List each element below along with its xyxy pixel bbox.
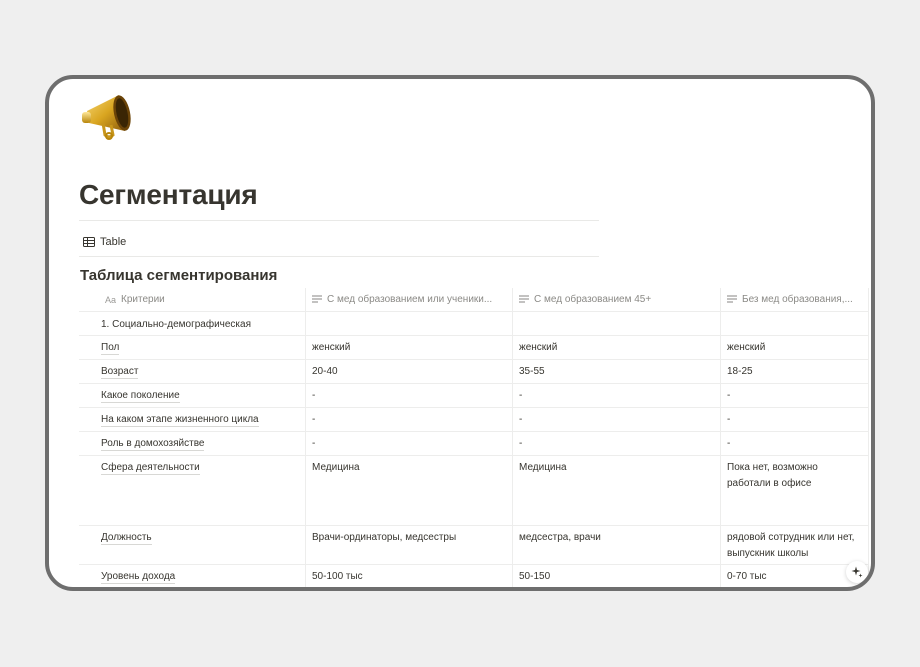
table-cell[interactable]: 35-55 bbox=[513, 360, 721, 383]
table-cell[interactable]: женский bbox=[513, 336, 721, 359]
table-cell[interactable]: рядовой сотрудник или нет, выпускник школы bbox=[721, 526, 869, 564]
table-cell[interactable]: Медицина bbox=[513, 456, 721, 525]
table-cell[interactable]: 0-70 тыс bbox=[721, 565, 869, 588]
database-title[interactable]: Таблица сегментирования bbox=[80, 267, 278, 284]
table-cell[interactable]: - bbox=[721, 408, 869, 431]
app-window bbox=[45, 75, 875, 591]
table-row bbox=[79, 432, 869, 456]
table-cell[interactable] bbox=[721, 312, 869, 335]
table-cell[interactable]: - bbox=[721, 432, 869, 455]
column-header-3[interactable]: Без мед образования,... bbox=[721, 288, 869, 311]
text-property-icon bbox=[312, 295, 322, 304]
table-cell-title[interactable]: Уровень дохода bbox=[79, 565, 306, 588]
table-cell-title[interactable]: Должность bbox=[79, 526, 306, 564]
table-cell[interactable]: Пока нет, возможно работали в офисе bbox=[721, 456, 869, 525]
column-header-2[interactable]: С мед образованием 45+ bbox=[513, 288, 721, 311]
divider bbox=[79, 256, 599, 257]
title-property-icon: Aa bbox=[105, 294, 117, 305]
page-title[interactable]: Сегментация bbox=[79, 179, 258, 210]
table-cell[interactable]: женский bbox=[721, 336, 869, 359]
table-cell[interactable]: Врачи-ординаторы, медсестры bbox=[306, 526, 513, 564]
table-cell[interactable] bbox=[513, 312, 721, 335]
table-cell-title[interactable]: Какое поколение bbox=[79, 384, 306, 407]
table-cell[interactable]: Медицина bbox=[306, 456, 513, 525]
column-header-1[interactable]: С мед образованием или ученики... bbox=[306, 288, 513, 311]
view-tab-table[interactable] bbox=[83, 236, 126, 248]
text-property-icon bbox=[727, 295, 737, 304]
database-table bbox=[79, 288, 869, 589]
table-cell-title[interactable]: Пол bbox=[79, 336, 306, 359]
table-row bbox=[79, 526, 869, 565]
view-tab-label: Table bbox=[100, 236, 127, 248]
table-icon bbox=[83, 236, 95, 248]
table-row bbox=[79, 336, 869, 360]
table-cell[interactable]: - bbox=[306, 408, 513, 431]
table-cell-title[interactable]: 1. Социально-демографическая bbox=[79, 312, 306, 335]
column-header-criteria[interactable]: Aa Критерии bbox=[79, 288, 306, 311]
sparkle-icon bbox=[851, 566, 863, 578]
table-row bbox=[79, 384, 869, 408]
table-cell-title[interactable]: Сфера деятельности bbox=[79, 456, 306, 525]
table-cell[interactable]: - bbox=[513, 408, 721, 431]
table-cell-title[interactable]: На каком этапе жизненного цикла bbox=[79, 408, 306, 431]
ai-assistant-button[interactable] bbox=[846, 561, 868, 583]
table-cell[interactable]: - bbox=[513, 432, 721, 455]
table-cell[interactable]: женский bbox=[306, 336, 513, 359]
page-content bbox=[49, 79, 871, 587]
table-cell[interactable]: 20-40 bbox=[306, 360, 513, 383]
table-cell-title[interactable]: Роль в домохозяйстве bbox=[79, 432, 306, 455]
text-property-icon bbox=[519, 295, 529, 304]
table-row bbox=[79, 565, 869, 589]
divider bbox=[79, 220, 599, 221]
table-cell[interactable]: 18-25 bbox=[721, 360, 869, 383]
table-row bbox=[79, 408, 869, 432]
table-cell[interactable]: медсестра, врачи bbox=[513, 526, 721, 564]
table-cell-title[interactable]: Возраст bbox=[79, 360, 306, 383]
table-cell[interactable]: - bbox=[306, 384, 513, 407]
table-cell[interactable]: 50-150 bbox=[513, 565, 721, 588]
table-cell[interactable]: 50-100 тыс bbox=[306, 565, 513, 588]
table-cell[interactable]: - bbox=[306, 432, 513, 455]
table-cell[interactable] bbox=[306, 312, 513, 335]
table-row bbox=[79, 312, 869, 336]
table-row bbox=[79, 360, 869, 384]
table-row bbox=[79, 456, 869, 526]
table-cell[interactable]: - bbox=[721, 384, 869, 407]
megaphone-icon[interactable] bbox=[79, 89, 143, 145]
table-header-row bbox=[79, 288, 869, 312]
table-cell[interactable]: - bbox=[513, 384, 721, 407]
